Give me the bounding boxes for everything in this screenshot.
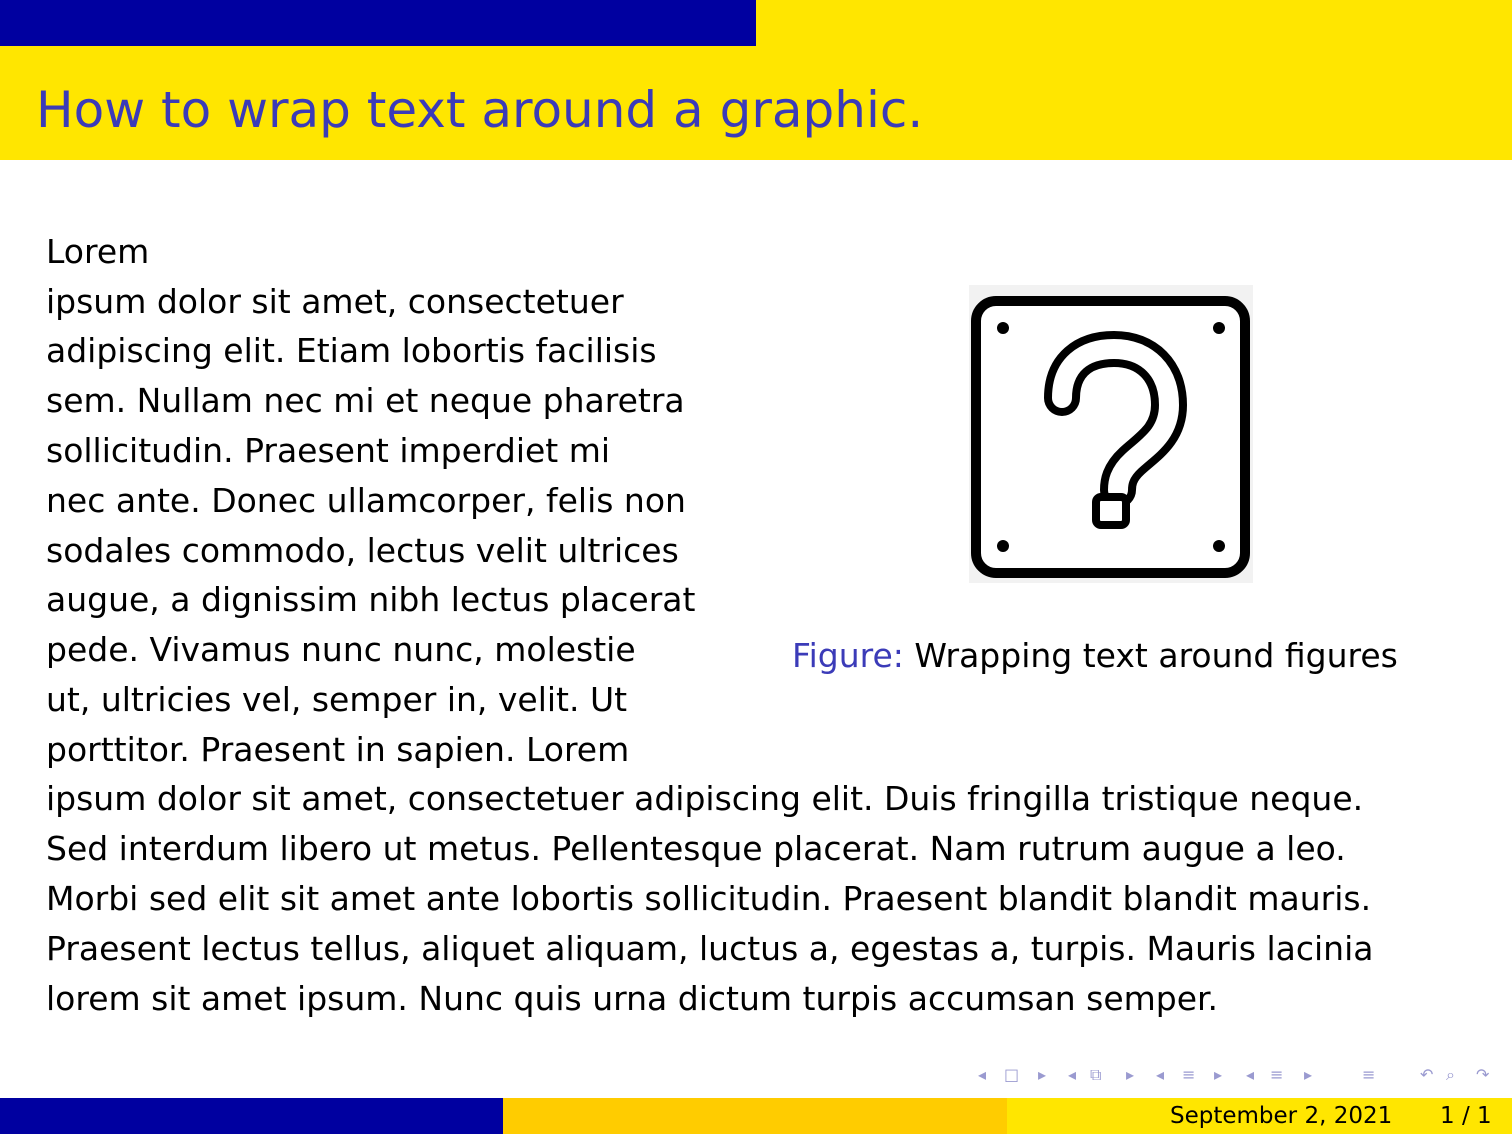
nav-next-arrow-icon[interactable]: ▸ — [1214, 1065, 1223, 1084]
figure-image — [969, 285, 1253, 583]
question-mark-box-icon — [969, 285, 1253, 583]
nav-prev-arrow-icon[interactable]: ◂ — [1156, 1065, 1165, 1084]
nav-align-icon[interactable]: ≡ — [1362, 1065, 1376, 1084]
nav-next-arrow-icon[interactable]: ▸ — [1304, 1065, 1313, 1084]
body-line: Lorem — [46, 232, 150, 271]
footer-bar-left — [0, 1098, 503, 1134]
body-line: ipsum dolor sit amet, consectetuer — [46, 282, 624, 321]
body-line: ut, ultricies vel, semper in, velit. Ut — [46, 680, 628, 719]
nav-search-icon[interactable]: ⌕ — [1446, 1065, 1455, 1084]
figure-caption-text: Wrapping text around figures — [914, 636, 1398, 675]
nav-prev-arrow-icon[interactable]: ◂ — [1068, 1065, 1077, 1084]
body-line: Morbi sed elit sit amet ante lobortis sollicitudin. Praesent blandit blandit mauris. — [46, 879, 1372, 918]
nav-frame-icon[interactable]: □ — [1004, 1065, 1020, 1084]
figure-caption-label: Figure: — [792, 636, 904, 675]
nav-subsection-icon[interactable]: ⧉ — [1090, 1065, 1102, 1084]
nav-prev-arrow-icon[interactable]: ◂ — [978, 1065, 987, 1084]
nav-prev-arrow-icon[interactable]: ◂ — [1246, 1065, 1255, 1084]
nav-forward-icon[interactable]: ↷ — [1476, 1065, 1490, 1084]
body-line: adipiscing elit. Etiam lobortis facilisis — [46, 331, 657, 370]
body-line: porttitor. Praesent in sapien. Lorem — [46, 730, 630, 769]
nav-next-arrow-icon[interactable]: ▸ — [1126, 1065, 1135, 1084]
body-line: Praesent lectus tellus, aliquet aliquam, luctus a, egestas a, turpis. Mauris lacinia — [46, 929, 1374, 968]
nav-section-icon[interactable]: ≡ — [1270, 1065, 1284, 1084]
body-line: sem. Nullam nec mi et neque pharetra — [46, 381, 685, 420]
nav-next-arrow-icon[interactable]: ▸ — [1038, 1065, 1047, 1084]
nav-section-icon[interactable]: ≡ — [1182, 1065, 1196, 1084]
body-line: sollicitudin. Praesent imperdiet mi — [46, 431, 611, 470]
nav-back-icon[interactable]: ↶ — [1420, 1065, 1434, 1084]
slide-title: How to wrap text around a graphic. — [36, 81, 924, 139]
header-bar-left — [0, 0, 756, 46]
footer-bar-middle — [503, 1098, 1007, 1134]
body-line: augue, a dignissim nibh lectus placerat — [46, 580, 696, 619]
header-bar-right — [756, 0, 1512, 46]
body-line: ipsum dolor sit amet, consectetuer adipiscing elit. Duis fringilla tristique neque. — [46, 779, 1364, 818]
body-line: lorem sit amet ipsum. Nunc quis urna dictum turpis accumsan semper. — [46, 979, 1219, 1018]
body-line: Sed interdum libero ut metus. Pellentesque placerat. Nam rutrum augue a leo. — [46, 829, 1346, 868]
footer-page-number: 1 / 1 — [1440, 1103, 1492, 1129]
body-line: sodales commodo, lectus velit ultrices — [46, 531, 679, 570]
footer-date: September 2, 2021 — [1170, 1103, 1393, 1129]
body-line: nec ante. Donec ullamcorper, felis non — [46, 481, 686, 520]
figure-caption — [792, 636, 1398, 676]
body-line: pede. Vivamus nunc nunc, molestie — [46, 630, 636, 669]
